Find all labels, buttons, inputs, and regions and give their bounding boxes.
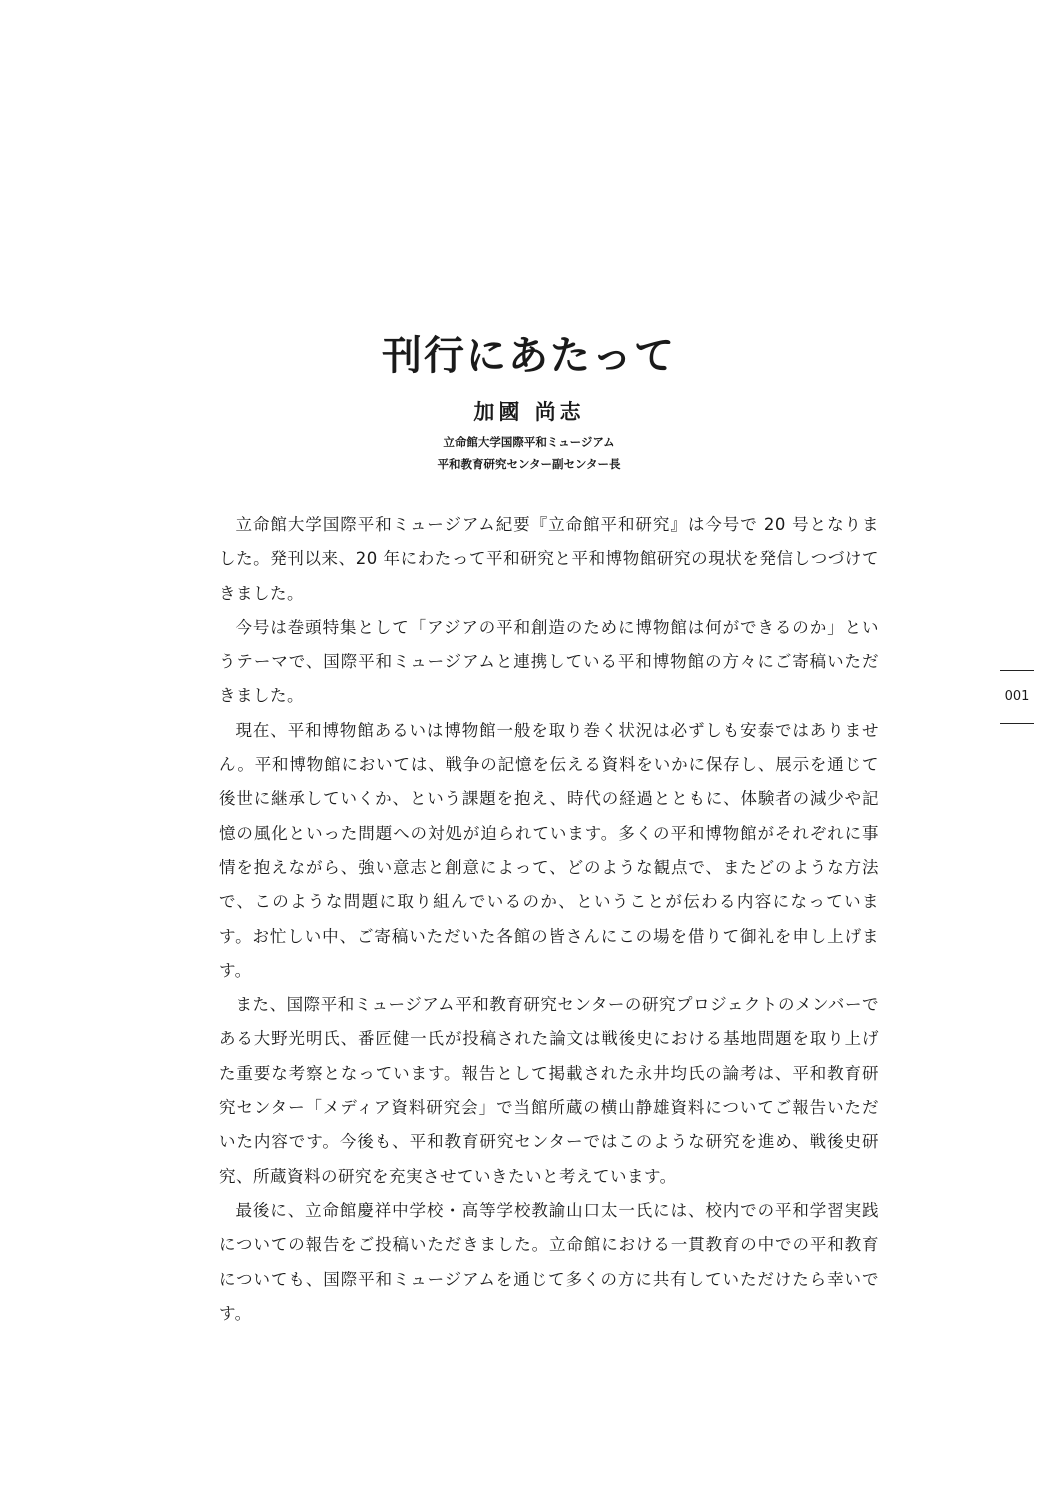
author-affiliation-line1: 立命館大学国際平和ミュージアム	[443, 435, 615, 449]
paragraph-3: 現在、平和博物館あるいは博物館一般を取り巻く状況は必ずしも安泰ではありません。平和博物館においては、戦争の記憶を伝える資料をいかに保存し、展示を通じて後世に継承していくか、という課題を抱え、時代の経過とともに、体験者の減少や記憶の風化といった問題への対処が迫られています。多くの平和博物館がそれぞれに事情を抱えながら、強い意志と創意によって、どのような観点で、またどのような方法で、このような問題に取り組んでいるのか、ということが伝わる内容になっています。お忙しい中、ご寄稿いただいた各館の皆さんにこの場を借りて御礼を申し上げます。	[219, 720, 879, 980]
article-title: 刊行にあたって	[382, 333, 676, 379]
page-number-rule-top	[1000, 670, 1034, 671]
paragraph-2: 今号は巻頭特集として「アジアの平和創造のために博物館は何ができるのか」というテーマで、国際平和ミュージアムと連携している平和博物館の方々にご寄稿いただきました。	[219, 617, 879, 706]
paragraph-5: 最後に、立命館慶祥中学校・高等学校教諭山口太一氏には、校内での平和学習実践についての報告をご投稿いただきました。立命館における一貫教育の中での平和教育についても、国際平和ミュージアムを通じて多くの方に共有していただけたら幸いです。	[219, 1200, 879, 1323]
author-affiliation-line2: 平和教育研究センター副センター長	[437, 457, 621, 471]
page-number-marker	[1000, 670, 1034, 724]
page-number: 001	[1004, 689, 1030, 704]
body-text	[219, 508, 879, 1331]
paragraph-4: また、国際平和ミュージアム平和教育研究センターの研究プロジェクトのメンバーである大野光明氏、番匠健一氏が投稿された論文は戦後史における基地問題を取り上げた重要な考察となっています。報告として掲載された永井均氏の論考は、平和教育研究センター「メディア資料研究会」で当館所蔵の横山静雄資料についてご報告いただいた内容です。今後も、平和教育研究センターではこのような研究を進め、戦後史研究、所蔵資料の研究を充実させていきたいと考えています。	[219, 995, 879, 1186]
page-number-rule-bottom	[1000, 723, 1034, 724]
paragraph-1: 立命館大学国際平和ミュージアム紀要『立命館平和研究』は今号で 20 号となりました。発刊以来、20 年にわたって平和研究と平和博物館研究の現状を発信しつづけてきました。	[219, 515, 879, 603]
author-name: 加國 尚志	[473, 400, 585, 424]
